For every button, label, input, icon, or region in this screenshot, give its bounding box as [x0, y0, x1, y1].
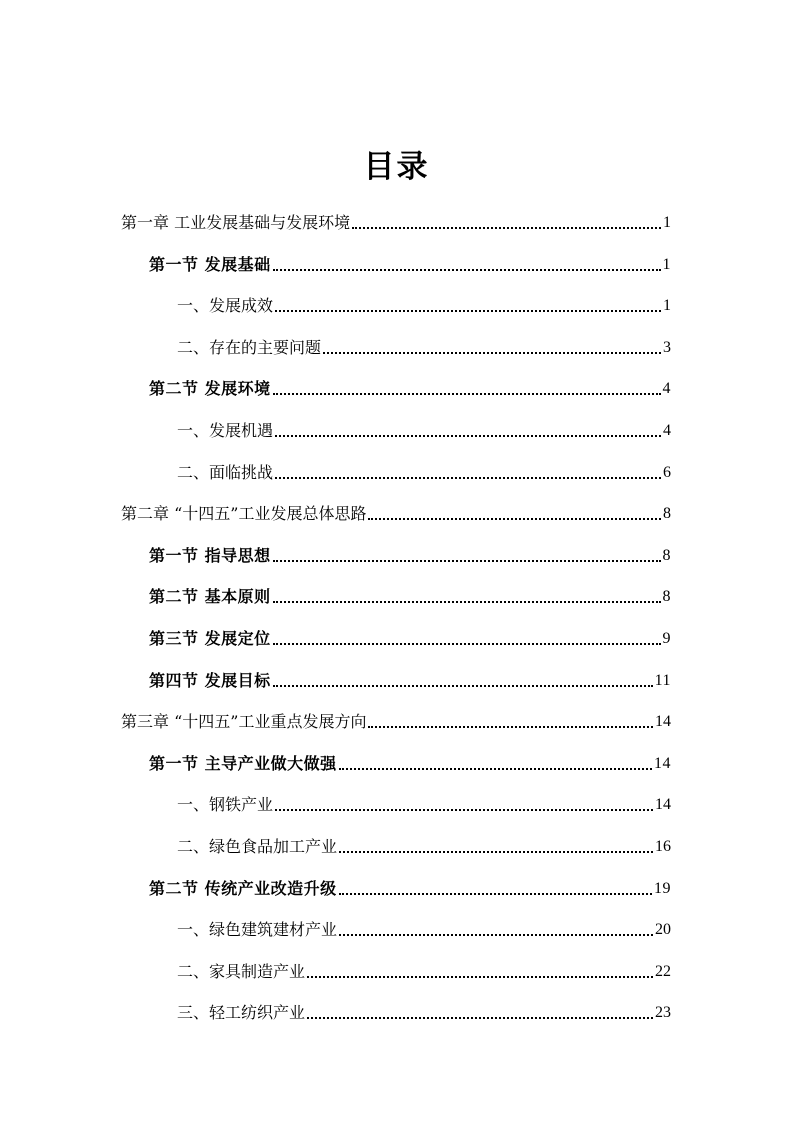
toc-page-number: 3	[663, 338, 671, 356]
toc-dot-leader	[275, 310, 661, 312]
toc-page-number: 14	[655, 713, 671, 731]
toc-entry-label: 第二节 发展环境	[149, 379, 271, 399]
toc-entry-label: 一、发展成效	[177, 296, 274, 316]
toc-entry-label: 一、绿色建筑建材产业	[177, 920, 338, 940]
toc-page-number: 22	[655, 962, 671, 980]
toc-entry-label: 二、绿色食品加工产业	[177, 837, 338, 856]
toc-entry[interactable]	[149, 622, 671, 650]
toc-dot-leader	[307, 1017, 653, 1019]
toc-page-number: 4	[663, 422, 671, 439]
toc-entry[interactable]	[121, 206, 671, 234]
toc-entry-label: 第二节 传统产业改造升级	[149, 878, 337, 898]
toc-entry[interactable]	[177, 331, 671, 359]
toc-entry-label: 一、发展机遇	[177, 421, 274, 440]
toc-page-number: 14	[655, 796, 671, 814]
toc-page-number: 19	[654, 879, 671, 897]
toc-dot-leader	[275, 477, 661, 479]
toc-entry-label: 二、家具制造产业	[177, 961, 306, 981]
toc-entry[interactable]	[177, 414, 671, 442]
toc-page-number: 4	[662, 380, 671, 398]
toc-entry[interactable]	[177, 955, 671, 983]
toc-dot-leader	[339, 934, 653, 936]
toc-entry-label: 第二节 基本原则	[149, 587, 271, 607]
toc-entry[interactable]	[177, 289, 671, 317]
toc-entry-label: 第一节 主导产业做大做强	[149, 753, 337, 773]
toc-entry-label: 第三节 发展定位	[149, 629, 271, 648]
toc-entry[interactable]	[177, 996, 671, 1024]
toc-dot-leader	[273, 393, 661, 395]
toc-entry[interactable]	[177, 456, 671, 484]
toc-entry[interactable]	[149, 248, 671, 276]
toc-entry[interactable]	[177, 788, 671, 816]
toc-entry-label: 一、钢铁产业	[177, 795, 274, 815]
toc-dot-leader	[352, 227, 661, 229]
toc-entry[interactable]	[121, 705, 671, 733]
toc-entry-label: 三、轻工纺织产业	[177, 1003, 306, 1023]
toc-dot-leader	[368, 726, 653, 728]
toc-entry[interactable]	[149, 747, 671, 775]
toc-entry[interactable]	[149, 664, 671, 692]
toc-page-number: 6	[663, 463, 671, 481]
toc-entry[interactable]	[177, 913, 671, 941]
toc-entry[interactable]	[149, 539, 671, 567]
toc-dot-leader	[323, 352, 661, 354]
toc-dot-leader	[339, 768, 652, 770]
toc-entry-label: 第一节 指导思想	[149, 545, 271, 565]
toc-page-number: 14	[654, 754, 671, 772]
toc-entry[interactable]	[121, 497, 671, 525]
toc-page-number: 1	[663, 297, 671, 315]
toc-page-number: 23	[655, 1004, 671, 1022]
toc-dot-leader	[339, 851, 653, 853]
toc-title: 目录	[363, 149, 430, 185]
toc-page-number: 8	[663, 505, 671, 523]
toc-entry-label: 第三章 “十四五”工业重点发展方向	[121, 712, 367, 732]
toc-dot-leader	[273, 685, 653, 687]
toc-page-number: 9	[662, 630, 671, 647]
toc-page-number: 8	[662, 546, 671, 564]
toc-page-number: 16	[655, 838, 671, 855]
toc-entry-label: 二、存在的主要问题	[177, 337, 322, 357]
toc-page-number: 11	[654, 671, 671, 689]
toc-entry[interactable]	[149, 872, 671, 900]
toc-dot-leader	[275, 809, 653, 811]
toc-dot-leader	[273, 643, 661, 645]
toc-entry-label: 第一节 发展基础	[149, 254, 271, 274]
toc-entry[interactable]	[149, 580, 671, 608]
toc-dot-leader	[275, 435, 661, 437]
toc-entry-label: 第一章 工业发展基础与发展环境	[121, 213, 351, 232]
toc-dot-leader	[368, 518, 661, 520]
toc-page-number: 1	[662, 255, 671, 273]
toc-page-number: 20	[655, 921, 671, 939]
toc-entry-label: 二、面临挑战	[177, 462, 274, 482]
toc-entry[interactable]	[149, 372, 671, 400]
toc-entry-label: 第四节 发展目标	[149, 670, 271, 690]
toc-entry[interactable]	[177, 830, 671, 858]
toc-dot-leader	[339, 893, 652, 895]
toc-page-number: 1	[663, 214, 671, 231]
toc-entry-label: 第二章 “十四五”工业发展总体思路	[121, 504, 367, 524]
toc-page-number: 8	[662, 588, 671, 606]
toc-dot-leader	[273, 601, 661, 603]
toc-dot-leader	[307, 976, 653, 978]
toc-dot-leader	[273, 269, 661, 271]
toc-dot-leader	[273, 560, 661, 562]
